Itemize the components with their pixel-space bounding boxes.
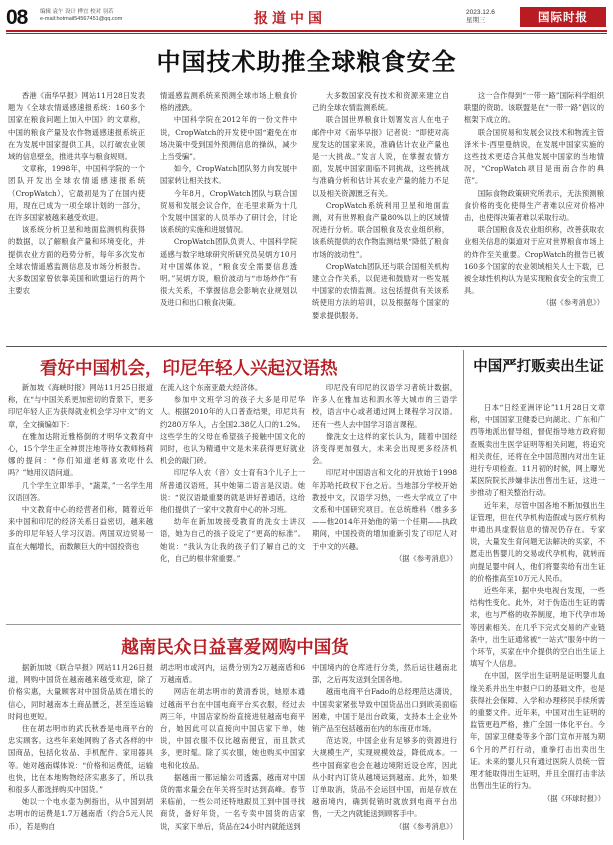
article3-column-1 (8, 662, 153, 838)
editor-credits (40, 9, 122, 23)
paragraph: 像洗女士这样的家长认为，随着中国经济变得更加强大，未来会出现更多经济机会。 (312, 431, 457, 466)
paragraph: 近年来，尽管中国各地不断加强出生证管理，但在代孕机构造假或与医疗机构申通出具虚假信息的情况仍存在。专家说，大量发生育问题无法解决的买家，不愿走出售婴儿的交易或代孕机构，就转而向提足婴中间人，他们将婴卖给有出生证的价格推高至10万元人民币。 (470, 500, 605, 583)
paragraph: 联合国贸易和发展会议技术和物流主管泽米卡·西里曼纳说，在发展中国家实施的这些技术更适合其他发展中国家的当地情况，“CropWatch项目是南南合作的典范”。 (464, 127, 604, 186)
article3-column-3 (312, 662, 457, 838)
paragraph: 联合国粮食及农业组织称，改善获取农业相关信息的渠道对于应对世界粮食市场上的炸作至关重要。CropWatch的报告已被160多个国家的农业领域相关人士下载，已被全球性机构认为是实现粮食安全的宝贵工具。 (464, 225, 604, 296)
paragraph: 该系统分析卫星和地面监测机构获得的数据，以了解粮食产量和环境变化，并提供农业方面的趋势分析，每年多次发布全球农情遥感监测信息及市场分析报告。大多数国家曾依靠美国和欧盟运行的两个主要农 (8, 225, 145, 296)
issue-date (466, 9, 495, 25)
paragraph: 据新加坡《联合早报》网站11月26日报道，网购中国货在越南越来越受欢迎，除了价格实惠，大量顾客对中国货品质在增长的信心，同时越南本土商品匮乏，甚至连运输时间也更短。 (8, 663, 153, 721)
paragraph: 幼年在新加坡接受教育的洗女士讲汉语，她为自己的孩子设定了“更高的标准”。她说：“我认为让我的孩子们了解自己的文化，自己的根非常重要。” (160, 517, 305, 563)
credits-email: e-mail:hotmail54567451@qq.com (40, 16, 123, 22)
article4-source: （据《环球时报》） (542, 793, 605, 803)
paragraph: 在中国，医学出生证明是证明婴儿血缘关系并出生申报户口的基础文件，也是获得社会保障、入学和办理移民手续所需的重要文件。近年来，中国对出生证明的监管更趋严格，推广全国一体化平台。今年，国家卫健委等多个部门宣布开展为期6个月的严打行动，重拳打击出卖出生证。未来的婴儿只有通过医院人员统一管理才能取得出生证明，并且全面打击非法出售出生证的行为。 (470, 671, 605, 791)
article2-headline: 看好中国机会，印尼年轻人兴起汉语热 (40, 359, 338, 379)
article-divider (6, 346, 607, 347)
paragraph: 印尼华人农（音）女士育有3个儿子上一所普通汉语班，其中她第二语言是汉语。她说：“说汉语最重要的就是讲好普通话，这给他们提供了一家中文教育中心的补习班。 (160, 468, 305, 515)
paragraph: 新加坡《海峡时报》网站11月25日报道称，在“与中国关系更加密切的背景下，更多印尼年轻人正为获得就业机会学习中文”的文章，全文摘编如下： (8, 383, 153, 429)
paragraph: 如今，CropWatch团队努力向发展中国家转让相关技术。 (160, 164, 297, 186)
paragraph: CropWatch系统利用卫星和地面监测，对有世界粮食产量80%以上的区域情况进行分析。联合国粮食及农业组织称，该系统提供的农作物监测结果“降低了粮食市场的波动性”。 (312, 200, 449, 259)
paragraph: 网店在胡志明市的黄清香说，她原本通过越南平台在中国电商平台买衣服，经过去两三年，中国店家纷纷直接进驻越南电商平台，她因此可以直接向中国店家下单，她说，中国衣服不仅比越南便宜，而且款式多，更时髦。除了买衣服，她也购买中国家电和化妆品。 (160, 687, 305, 770)
credits-names: 编辑 袁午 设计 桦宜 校对 羽若 (40, 9, 114, 15)
article3-source: （据《参考消息》） (394, 821, 457, 831)
paragraph: 她以一个电水壶为例指出，从中国到胡志明市的运费是1.7万越南盾（约合5元人民币），若是购自 (8, 797, 153, 831)
section-title: 报道中国 (254, 11, 326, 27)
article2-column-2 (160, 382, 305, 622)
article4-body (470, 402, 605, 838)
article3-column-2 (160, 662, 305, 838)
paragraph: 几个学生立即举手，“蔬菜，”一名学生用汉语回答。 (8, 480, 153, 502)
paragraph: 在流入这个东南亚最大经济体。 (160, 383, 263, 392)
article2-column-3 (312, 382, 457, 622)
newspaper-logo: 国际时报 (520, 7, 606, 27)
paragraph: 今年8月，CropWatch团队与联合国贸易和发展会议合作，在毛里求斯为十几个发展中国家的人员举办了研讨会，讨论该系统的实施和进展情况。 (160, 188, 297, 235)
paragraph: 印尼对中国语言和文化的开放始于1998年苏哈托政权下台之后。当地部分学校开始教授中文，汉语学习热，一些大学成立了中文系和中国研究项目。在总统维科（维多多——他2014年开始他的第一个任期——执政期间，中国投资的增加重新引发了印尼人对于中文的兴趣。 (312, 468, 457, 551)
paragraph: 据越南一都运输公司透露，越南对中国货的需求量会在年关将至时达到高峰。春节来临前，一些公司还特地跟员工到中国寻找商货，备好年货，一名专卖中国货的店家说，买家下单后，货品在24小时内就能送到 (160, 772, 305, 831)
paragraph: CropWatch团队还与联合国相关机构建立合作关系，以促进和鼓励对一些发展中国家的农情监测。这包括提供有关该系统使用方法的培训，以及根据每个国家的要求提供服务。 (312, 261, 449, 320)
header-rule (6, 30, 607, 32)
article1-source: （据《参考消息》） (541, 298, 604, 308)
article4-headline: 中国严打贩卖出生证 (473, 359, 604, 375)
paragraph: 日本“日经亚洲评论”11月28日文章称，中国国家卫健委已向湖北、广东和广西等地派出督导组，督促指导地方政府彻查贩卖出生医学证明等相关问题，将追究相关责任，还将在全中国范围内对出生证进行专项检查。11月初的时候，网上曝光某医院院长涉嫌非法出售出生证，这进一步推动了相关整治行动。 (470, 403, 605, 498)
date-text: 2023.12.6 (466, 9, 495, 16)
page-number: 08 (6, 6, 28, 29)
article1-column-1 (8, 90, 145, 345)
article1-column-2 (160, 90, 297, 345)
column-rule (463, 350, 464, 840)
weekday-text: 星期三 (466, 17, 486, 24)
paragraph: 印尼没有印尼的汉语学习者统计数据，许多人在雅加达和泗水等大城市的三语学校，语言中心或者通过网上课程学习汉语。还有一些人去中国学习语言课程。 (312, 383, 457, 429)
paragraph: 中国境内的仓库进行分类，然后运往越南北部，之后再发送到全国各地。 (312, 663, 457, 685)
paragraph: 越南电商平台Fado的总经理范达潇说，中国卖家紧张导致中国货品出口到欧美面临困难，中国于是出台政策，支持本土企业外销产品至包括越南在内的东南亚市场。 (312, 687, 457, 734)
paragraph: 联合国世界粮食计划署发言人在电子邮件中对《南华早报》记者说：“即使对高度发达的国家来说，准确估计农业产量也是一大挑战。”发言人说，在掌握农情方面，发展中国家面临不同挑战，这些挑战与准确分析和估计其农业产量的能力不足以及相关资源匮乏有关。 (312, 115, 449, 198)
article2-column-1 (8, 382, 153, 622)
paragraph: 国际食物政策研究所表示，无法预测粮食价格的变化使得生产者难以应对价格冲击，也使得决策者难以采取行动。 (464, 188, 604, 223)
paragraph: 情遥感监测系统来预测全球市场上粮食价格的涨跌。 (160, 91, 297, 113)
paragraph: 胡志明市或河内，运费分别为2万越南盾和6万越南盾。 (160, 663, 305, 685)
paragraph: CropWatch团队负责人、中国科学院遥感与数字地球研究所研究员吴炳方10月对中国媒体说，“粮食安全需要信息透明。”吴炳方说，粮价波动与“市场炒作”有很大关系，不掌握信息会影响农业规划以及进口和出口粮食决策。 (160, 237, 297, 308)
paragraph: 中国科学院在2012年的一份文件中说，CropWatch的开发使中国“避免在市场决策中受到国外预测信息的操纵，减少上当受骗”。 (160, 115, 297, 162)
paragraph: 参加中文班学习的孩子大多是印尼华人。根据2010年的人口普查结果，印尼共有约280万华人，占全国2.38亿人口的1.2%。这些学生的父母在希望孩子接触中国文化的同时，也认为精通中文是未来获得更好就业机会的敲门砖。 (160, 395, 305, 466)
paragraph: 中文教育中心的经营者们称，随着近年来中国和印尼的经济关系日益密切，越来越多的印尼年轻人学习汉语。两国双边贸易一直在大幅增长，而数额巨大的中国投资也 (8, 505, 153, 551)
paragraph: 近些年来，据中央电视台发现，一些结构性变化。此外，对于伪造出生证的需求，也与严格的收养制度，地下代孕市场等因素相关。在几乎下完式交易的产业链条中，出生证通常被“一站式”服务中的一个环节，买家在中介提供的空白出生证上填写个人信息。 (470, 586, 605, 669)
article-divider (6, 624, 461, 625)
article1-column-3 (312, 90, 449, 345)
article2-source: （据《参考消息》） (394, 553, 457, 563)
paragraph: 香港《南华早报》网站11月28日发表题为《全球农情遥感速报系统：160多个国家在粮食问题上加入中国》的文章称，中国的粮食产量及农作物遥感速报系统正在为发展中国家提供工具，以打破农业领域的信息壁垒，推进共享与粮食规则。 (8, 91, 145, 162)
paragraph: 范达说，中国企业有足够多的资源进行大规模生产，实现规模效益，降低成本。一些中国商家也会在越边境附近设仓库，因此从小时内订货从越境运到越南。此外，如果订单取消，货品不会运回中国，而是存放在越南境内，确到促销时就放到电商平台出售，一天之内就能送到顾客手中。 (312, 736, 457, 819)
paragraph: 这一合作得到“一带一路”国际科学组织联盟的资助。该联盟是在“一带一路”倡议的框架下成立的。 (464, 91, 604, 125)
paragraph: 住在胡志明市的武氏秋香是电商平台的忠实顾客。这些年来她网购了各式各样的中国商品，包括化妆品、手机配件、家用器具等。她对越南媒体说：“价格和运费低，运输也快，比在本地购物经济实惠多了，所以我和很多人都选择购买中国货。” (8, 724, 153, 795)
paragraph: 在雅加达附近雅格倒的才明华文教育中心，15个学生正全神贯注地等待女教师杨莉娜的提问：“你们知道老师喜欢吃什么吗？”她用汉语问道。 (8, 431, 153, 478)
article3-headline: 越南民众日益喜爱网购中国货 (121, 638, 349, 658)
paragraph: 大多数国家没有技术和资源来建立自己的全球农情监测系统。 (312, 91, 449, 113)
article1-column-4 (464, 90, 604, 345)
paragraph: 文章称，1998年，中国科学院的一个团队开发出全球农情遥感速报系统（CropWatch），它最初是为了在国内使用，现在已成为一项全球计划的一部分，在许多国家被越来越受欢迎。 (8, 164, 145, 223)
article1-headline: 中国技术助推全球粮食安全 (156, 48, 457, 76)
header-rule-thin (6, 33, 607, 34)
